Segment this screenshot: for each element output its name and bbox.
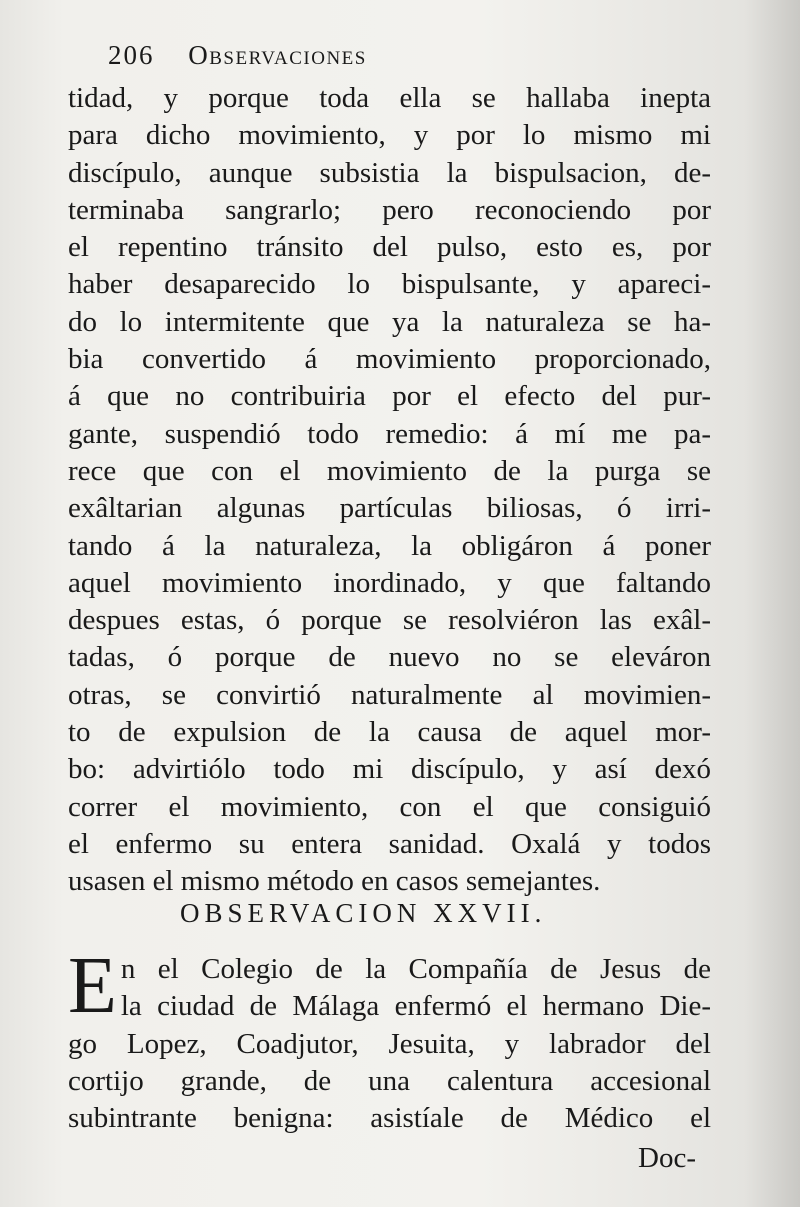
text-line: tidad, y porque toda ella se hallaba inepta [68,82,711,114]
text-line: cortijo grande, de una calentura accesional [68,1064,711,1097]
text-line: tando á la naturaleza, la obligáron á poner [68,529,711,562]
text-line: terminaba sangrarlo; pero reconociendo por [68,193,711,226]
text-line: rece que con el movimiento de la purga se [68,454,711,487]
page-number: 206 [108,40,155,70]
text-line: bo: advirtiólo todo mi discípulo, y así dexó [68,753,711,786]
paragraph-2 [68,942,711,1137]
text-line: exâltarian algunas partículas biliosas, ó irri- [68,492,711,525]
running-head [108,40,628,71]
text-line: n el Colegio de la Compañía de Jesus de [120,953,711,985]
text-line: para dicho movimiento, y por lo mismo mi [68,119,711,152]
drop-cap: E [68,942,117,1030]
text-line: do lo intermitente que ya la naturaleza se ha- [68,305,711,338]
text-line: el repentino tránsito del pulso, esto es, por [68,231,711,264]
text-line: aquel movimiento inordinado, y que faltando [68,566,711,599]
section-heading: OBSERVACION XXVII. [180,898,547,928]
text-line: usasen el mismo método en casos semejantes. [68,865,601,898]
text-line: subintrante benigna: asistíale de Médico el [68,1102,711,1135]
text-line: el enfermo su entera sanidad. Oxalá y todos [68,827,711,860]
text-line: gante, suspendió todo remedio: á mí me pa- [68,417,711,450]
text-line: go Lopez, Coadjutor, Jesuita, y labrador del [68,1027,711,1060]
text-line: to de expulsion de la causa de aquel mor- [68,716,711,749]
text-line: haber desaparecido lo bispulsante, y apareci- [68,268,711,301]
text-line: correr el movimiento, con el que consiguió [68,790,711,823]
text-line: tadas, ó porque de nuevo no se eleváron [68,641,711,674]
paragraph-1 [68,80,711,901]
catchword: Doc- [638,1142,696,1174]
running-title: Observaciones [188,40,367,70]
text-line: despues estas, ó porque se resolviéron las exâl- [68,604,711,637]
text-line: discípulo, aunque subsistia la bispulsacion, de- [68,156,711,189]
text-line: la ciudad de Málaga enfermó el hermano Die- [120,990,711,1023]
text-line: otras, se convirtió naturalmente al movimien- [68,678,711,711]
text-line: bia convertido á movimiento proporcionado, [68,343,711,376]
text-line: á que no contribuiria por el efecto del pur- [68,380,711,413]
